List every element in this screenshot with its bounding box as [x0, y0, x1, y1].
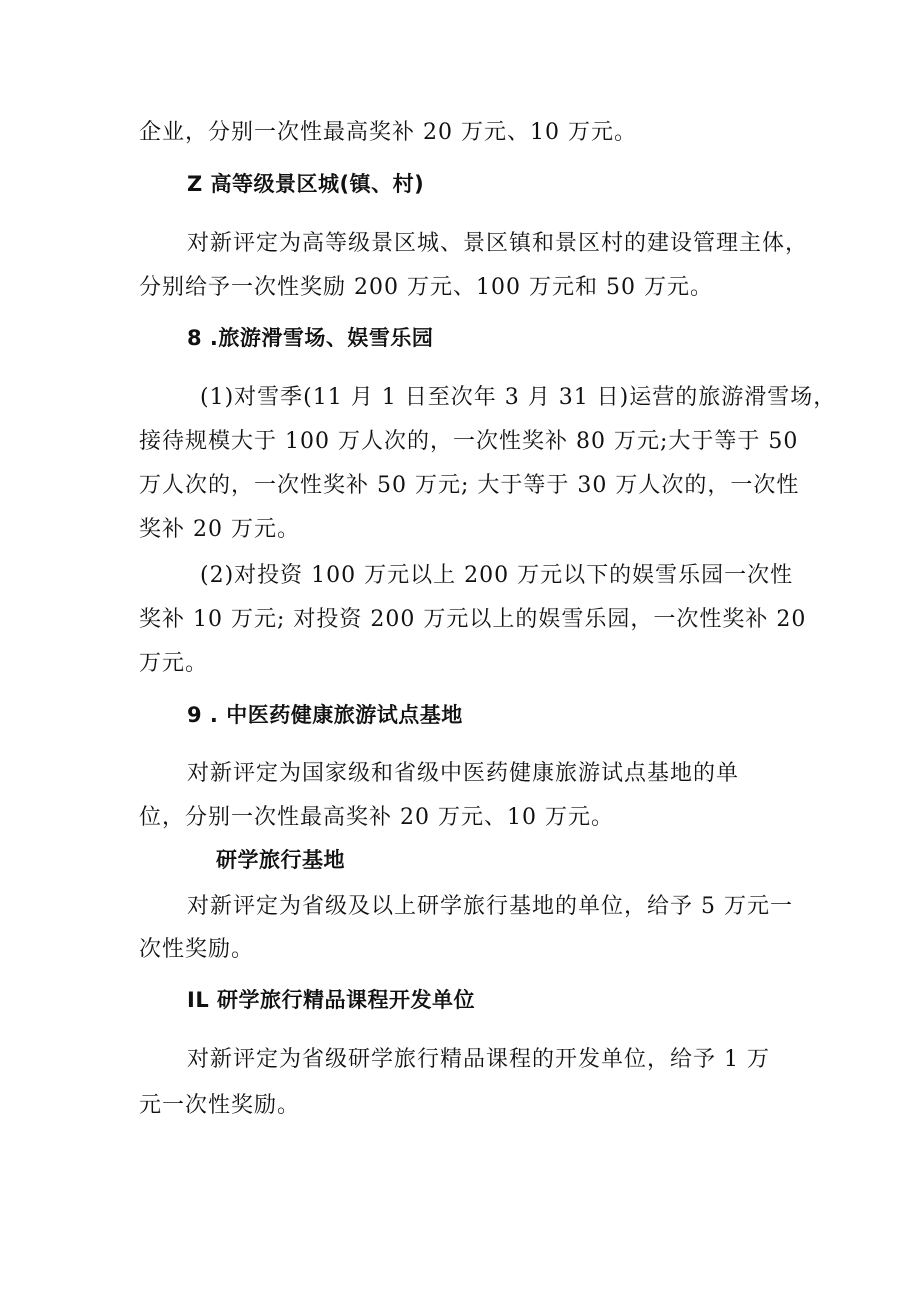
paragraph-line: 位，分别一次性最高奖补 20 万元、10 万元。	[139, 805, 614, 830]
section-heading-8: 8 .旅游滑雪场、娱雪乐园	[187, 326, 434, 350]
paragraph-line: (1)对雪季(11 月 1 日至次年 3 月 31 日)运营的旅游滑雪场，	[200, 385, 837, 410]
paragraph-line: 奖补 10 万元; 对投资 200 万元以上的娱雪乐园，一次性奖补 20	[139, 607, 807, 632]
paragraph-line: 企业，分别一次性最高奖补 20 万元、10 万元。	[139, 120, 637, 145]
paragraph-line: 对新评定为省级研学旅行精品课程的开发单位，给予 1 万	[187, 1047, 770, 1072]
paragraph-line: 分别给予一次性奖励 200 万元、100 万元和 50 万元。	[139, 275, 713, 300]
section-heading-7: Z 高等级景区城(镇、村)	[187, 172, 425, 196]
section-heading-11: IL 研学旅行精品课程开发单位	[187, 988, 476, 1012]
paragraph-line: 奖补 20 万元。	[139, 517, 300, 542]
paragraph-line: 万人次的，一次性奖补 50 万元; 大于等于 30 万人次的，一次性	[139, 473, 800, 498]
paragraph-line: 次性奖励。	[139, 937, 255, 962]
paragraph-line: (2)对投资 100 万元以上 200 万元以下的娱雪乐园一次性	[200, 563, 794, 588]
section-heading-9: 9 . 中医药健康旅游试点基地	[187, 703, 463, 727]
paragraph-line: 万元。	[139, 651, 209, 676]
paragraph-line: 对新评定为高等级景区城、景区镇和景区村的建设管理主体，	[187, 231, 809, 256]
paragraph-line: 接待规模大于 100 万人次的，一次性奖补 80 万元;大于等于 50	[139, 429, 799, 454]
paragraph-line: 对新评定为国家级和省级中医药健康旅游试点基地的单	[187, 761, 740, 786]
paragraph-line: 元一次性奖励。	[139, 1093, 301, 1118]
paragraph-line: 对新评定为省级及以上研学旅行基地的单位，给予 5 万元一	[187, 894, 793, 919]
section-heading-10: 研学旅行基地	[216, 848, 345, 872]
